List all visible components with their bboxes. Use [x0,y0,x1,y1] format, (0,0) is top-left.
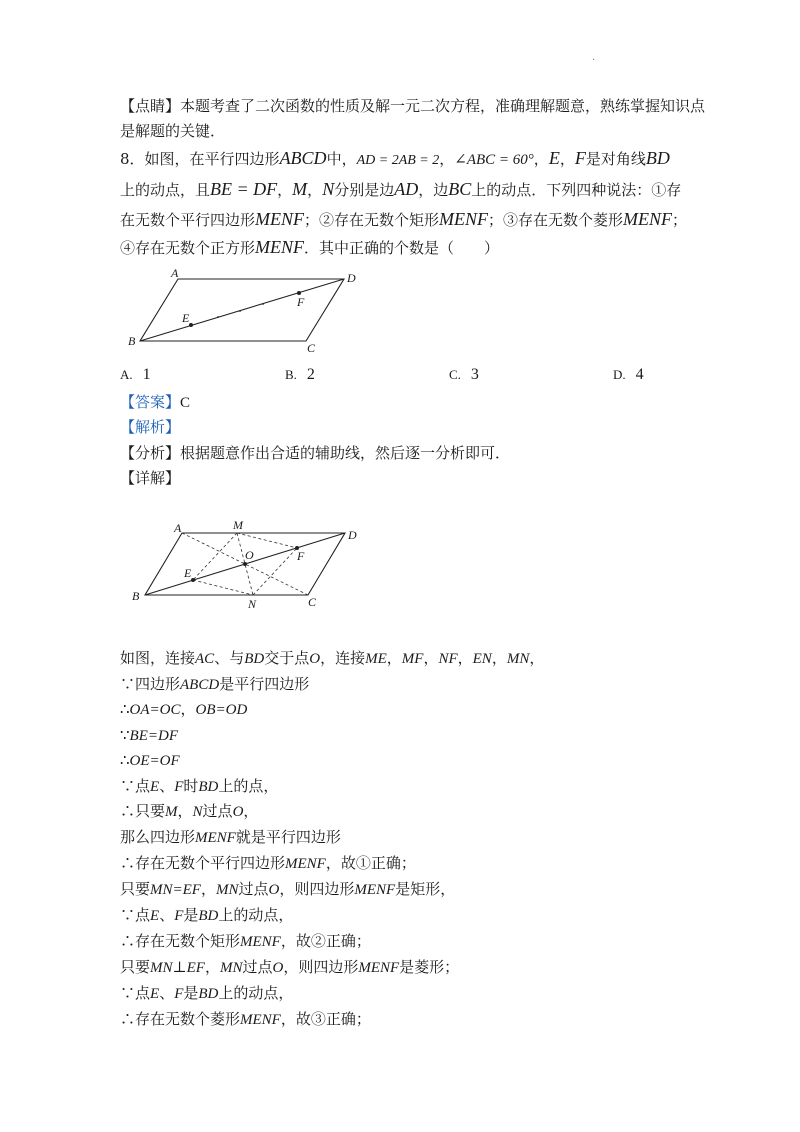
solution-line-1: 如图，连接AC、与BD交于点O，连接ME，MF，NF，EN，MN， [120,649,545,667]
solution-line-15: ∴存在无数个菱形MENF，故③正确； [120,1010,371,1028]
solution-line-8: 那么四边形MENF就是平行四边形 [120,828,341,846]
page-marker: · [592,55,596,66]
comment-line-2: 是解题的关键． [120,122,226,140]
solution-line-10: 只要MN=EF，MN过点O，则四边形MENF是矩形， [120,880,456,898]
question-line-2: 上的动点，且BE = DF，M，N分别是边AD，边BC上的动点．下列四种说法：①存 [120,179,682,199]
label-c: C [308,595,317,609]
tick-mark [217,316,219,318]
point-e [191,578,195,582]
figure-parallelogram-1 [120,266,370,358]
answer-tag: 【答案】 [120,393,181,411]
label-a: A [174,521,182,535]
tick-mark [262,303,264,305]
option-b: B. 2 [285,366,315,383]
label-d: D [348,528,357,542]
point-e [189,323,193,327]
option-c: C. 3 [449,366,479,383]
solution-line-14: ∵点E、F是BD上的动点， [120,984,294,1002]
solution-line-3: ∴OA=OC，OB=OD [120,700,248,718]
point-o [243,562,247,566]
solution-line-5: ∴OE=OF [120,751,180,769]
label-f: F [297,295,305,309]
label-o: O [245,548,254,562]
solution-line-6: ∵点E、F时BD上的点， [120,777,279,795]
label-f: F [297,549,305,563]
fenxi-line: 【分析】根据题意作出合适的辅助线，然后逐一分析即可． [120,444,511,462]
diagonal-bd [140,279,344,341]
label-e: E [182,311,190,325]
label-c: C [307,341,316,355]
solution-line-12: ∴存在无数个矩形MENF，故②正确； [120,932,371,950]
solution-line-7: ∴只要M，N过点O， [120,802,259,820]
question-line-4: ④存在无数个正方形MENF．其中正确的个数是（ ） [120,237,500,257]
solution-line-11: ∵点E、F是BD上的动点， [120,906,294,924]
label-b: B [128,334,136,348]
xiangjie-tag: 【详解】 [120,469,181,487]
label-e: E [184,566,192,580]
answer-line [120,392,190,413]
label-m: M [233,518,243,532]
comment-tag: 【点睛】 [120,97,181,115]
figure-parallelogram-2 [120,514,370,614]
answer-value: C [180,395,191,411]
analysis-tag: 【解析】 [120,418,181,436]
comment-line-1: 【点睛】本题考查了二次函数的性质及解一元二次方程，准确理解题意，熟练掌握知识点 [120,97,706,115]
solution-line-2: ∵四边形ABCD是平行四边形 [120,675,310,693]
solution-line-13: 只要MN⊥EF，MN过点O，则四边形MENF是菱形； [120,958,460,976]
question-line-3: 在无数个平行四边形MENF；②存在无数个矩形MENF；③存在无数个菱形MENF； [120,209,688,229]
label-a: A [171,266,179,280]
option-a: A. 1 [120,366,151,383]
label-d: D [347,271,356,285]
solution-line-9: ∴存在无数个平行四边形MENF，故①正确； [120,854,416,872]
segment-en [193,580,253,595]
label-b: B [132,589,140,603]
question-number: 8． [120,150,145,168]
solution-line-4: ∵BE=DF [120,726,178,744]
question-line-1: 8．如图，在平行四边形ABCD中，AD = 2AB = 2，∠ABC = 60°，E，F是对角线BD [120,148,670,168]
option-d: D. 4 [613,366,644,383]
tick-mark [239,310,241,312]
label-n: N [248,597,257,611]
segment-mf [237,533,297,548]
